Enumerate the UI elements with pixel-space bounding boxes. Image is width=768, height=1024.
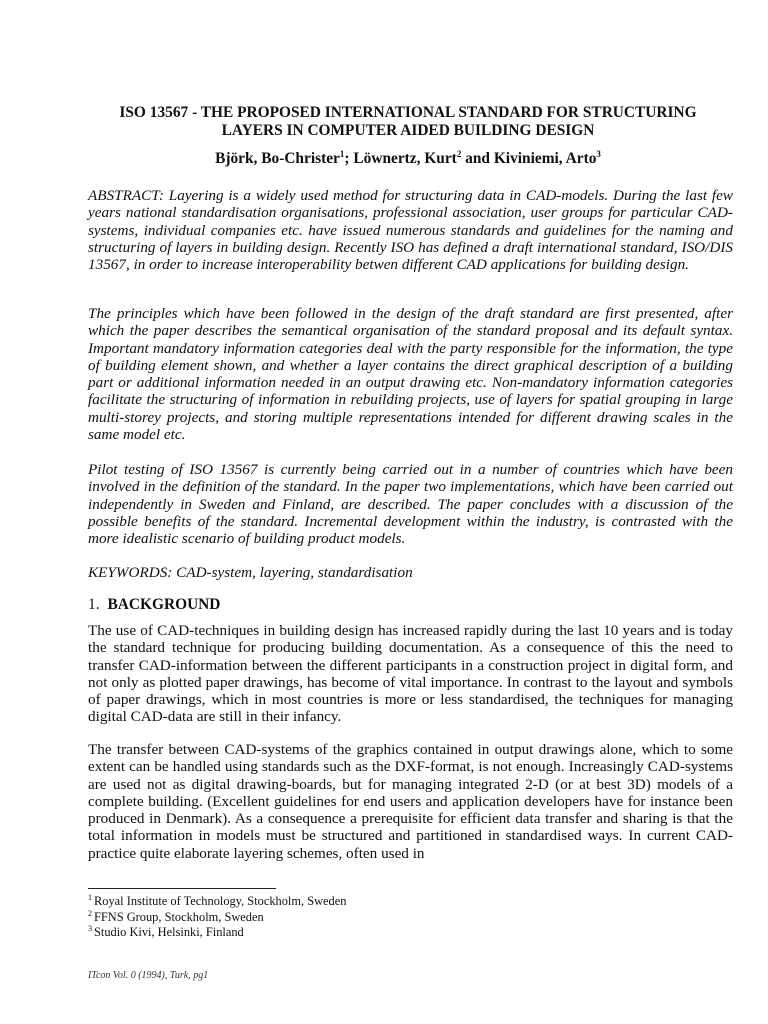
author-name: Kiviniemi, Arto [493,150,597,167]
footnote [88,925,346,941]
footnote-number: 1 [88,893,92,902]
footnote-divider [88,888,276,889]
footnote [88,894,346,910]
abstract-paragraph: Pilot testing of ISO 13567 is currently being carried out in a number of countries which have been involved in the definition of the standard. In the paper two implementations, which have been carried out independently in Sweden and Finland, are described. The paper concludes with a discussion of the possible benefits of the standard. Incremental development within the industry, is contrasted with the more idealistic scenario of building product models. [88,461,733,548]
footnote-number: 3 [88,924,92,933]
author-list [88,150,728,168]
author-separator: ; [344,150,354,167]
abstract-paragraph: The principles which have been followed in the design of the draft standard are first presented, after which the paper describes the semantical organisation of the standard proposal and its default syntax. Important mandatory information categories deal with the party responsible for the information, the type of building element shown, and whether a layer contains the direct graphical description of a building part or additional information needed in an output drawing etc. Non-mandatory information categories facilitate the structuring of information in rebuilding projects, use of layers for spatial grouping in large multi-storey projects, and storing multiple representations intended for different drawing scales in the same model etc. [88,305,733,444]
section-number: 1. [88,596,100,613]
footnote [88,910,346,926]
keywords: KEYWORDS: CAD-system, layering, standardisation [88,564,413,581]
section-heading [88,596,220,614]
title-line-1: ISO 13567 - THE PROPOSED INTERNATIONAL STANDARD FOR STRUCTURING [119,104,697,121]
footnote-text: Studio Kivi, Helsinki, Finland [94,925,244,939]
body-paragraph: The transfer between CAD-systems of the graphics contained in output drawings alone, which to some extent can be handled using standards such as the DXF-format, is not enough. Increasingly CAD-systems are used not as digital drawing-boards, but for managing integrated 2-D (or at best 3D) models of a complete building. (Excellent guidelines for end users and application developers have for instance been produced in Denmark). As a consequence a prerequisite for efficient data transfer and sharing is that the total information in models must be structured and partitioned in standardised ways. In current CAD-practice quite elaborate layering schemes, often used in [88,741,733,862]
section-title: BACKGROUND [107,596,221,613]
footnote-number: 2 [88,908,92,918]
author-affiliation-ref: 2 [456,149,462,159]
author-name: Björk, Bo-Christer [215,150,340,167]
paper-title [88,104,728,140]
author-separator: and [461,150,494,167]
body-paragraph: The use of CAD-techniques in building design has increased rapidly during the last 10 years and is today the standard technique for producing building documentation. As a consequence of this the need to transfer CAD-information between the different participants in a construction project in digital form, and not only as plotted paper drawings, has become of vital importance. In contrast to the layout and symbols of paper drawings, which in most countries is more or less standardised, the techniques for managing digital CAD-data are still in their infancy. [88,622,733,726]
author-affiliation-ref: 1 [339,149,345,159]
title-line-2: LAYERS IN COMPUTER AIDED BUILDING DESIGN [221,122,595,139]
footnote-text: Royal Institute of Technology, Stockholm, Sweden [94,894,347,908]
footnotes [88,894,346,941]
author-affiliation-ref: 3 [596,149,601,159]
page-footer: ITcon Vol. 0 (1994), Turk, pg1 [88,970,209,981]
footnote-text: FFNS Group, Stockholm, Sweden [94,909,264,924]
author-name: Löwnertz, Kurt [353,150,457,167]
abstract-paragraph: ABSTRACT: Layering is a widely used method for structuring data in CAD-models. During the last few years national standardisation organisations, professional association, user groups for particular CAD-systems, individual companies etc. have issued numerous standards and guidelines for the naming and structuring of layers in building design. Recently ISO has defined a draft international standard, ISO/DIS 13567, in order to increase interoperability betwen different CAD applications for building design. [88,187,733,274]
